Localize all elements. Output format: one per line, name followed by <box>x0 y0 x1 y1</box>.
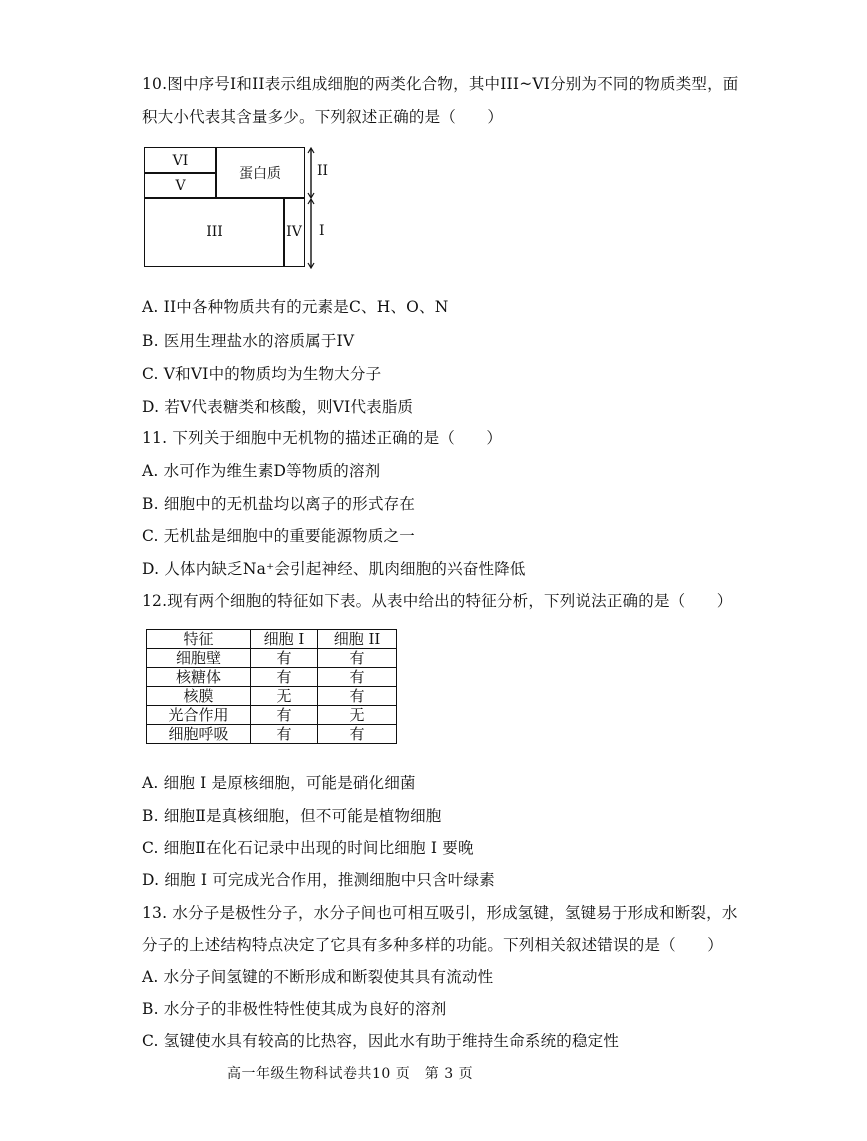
q12-option-c: C. 细胞Ⅱ在化石记录中出现的时间比细胞 I 要晚 <box>142 839 474 857</box>
q12-option-d: D. 细胞 I 可完成光合作用，推测细胞中只含叶绿素 <box>142 871 495 889</box>
table-header-cell: 特征 <box>147 630 251 649</box>
compound-diagram <box>144 147 330 269</box>
table-row <box>147 668 397 687</box>
region-iv <box>283 197 305 267</box>
q13-option-b: B. 水分子的非极性特性使其成为良好的溶剂 <box>142 1000 447 1018</box>
table-cell: 有 <box>318 649 397 668</box>
q13-stem-line1: 13. 水分子是极性分子，水分子间也可相互吸引，形成氢键，氢键易于形成和断裂，水 <box>142 904 738 922</box>
label-iii: III <box>206 224 223 240</box>
q11-option-d: D. 人体内缺乏Na⁺会引起神经、肌肉细胞的兴奋性降低 <box>142 560 526 578</box>
table-row <box>147 725 397 744</box>
table-cell: 有 <box>251 706 318 725</box>
q12-stem: 12.现有两个细胞的特征如下表。从表中给出的特征分析，下列说法正确的是（ ） <box>142 592 733 610</box>
q12-option-a: A. 细胞 I 是原核细胞，可能是硝化细菌 <box>142 774 416 792</box>
table-cell: 有 <box>318 687 397 706</box>
table-cell: 有 <box>251 649 318 668</box>
table-cell: 有 <box>251 725 318 744</box>
q10-stem-line1: 10.图中序号I和II表示组成细胞的两类化合物，其中III~VI分别为不同的物质类型，面 <box>142 75 739 93</box>
table-cell: 细胞壁 <box>147 649 251 668</box>
label-protein: 蛋白质 <box>239 166 281 182</box>
table-cell: 有 <box>318 725 397 744</box>
q10-option-d: D. 若V代表糖类和核酸，则VI代表脂质 <box>142 398 414 416</box>
q11-option-c: C. 无机盐是细胞中的重要能源物质之一 <box>142 527 415 545</box>
table-cell: 核糖体 <box>147 668 251 687</box>
table-row <box>147 649 397 668</box>
q10-option-a: A. II中各种物质共有的元素是C、H、O、N <box>142 298 449 316</box>
table-header-cell: 细胞 I <box>251 630 318 649</box>
q10-option-b: B. 医用生理盐水的溶质属于IV <box>142 332 355 350</box>
q13-option-a: A. 水分子间氢键的不断形成和断裂使其具有流动性 <box>142 968 494 986</box>
table-cell: 有 <box>318 668 397 687</box>
bracket-label-i: I <box>319 223 325 239</box>
q11-option-a: A. 水可作为维生素D等物质的溶剂 <box>142 462 381 480</box>
table-header-cell: 细胞 II <box>318 630 397 649</box>
table-cell: 细胞呼吸 <box>147 725 251 744</box>
region-v <box>144 172 217 199</box>
q11-stem: 11. 下列关于细胞中无机物的描述正确的是（ ） <box>142 429 503 447</box>
bracket-label-ii: II <box>317 163 329 179</box>
q13-stem-line2: 分子的上述结构特点决定了它具有多种多样的功能。下列相关叙述错误的是（ ） <box>142 936 723 954</box>
table-cell: 无 <box>251 687 318 706</box>
table-cell: 核膜 <box>147 687 251 706</box>
label-v: V <box>175 177 186 194</box>
q12-option-b: B. 细胞Ⅱ是真核细胞，但不可能是植物细胞 <box>142 807 442 825</box>
label-iv: IV <box>286 224 302 240</box>
table-row <box>147 687 397 706</box>
region-vi <box>144 147 217 174</box>
table-cell: 光合作用 <box>147 706 251 725</box>
table-row <box>147 706 397 725</box>
table-cell: 无 <box>318 706 397 725</box>
region-iii <box>144 197 285 267</box>
page-footer: 高一年级生物科试卷共10 页 第 3 页 <box>227 1066 474 1082</box>
feature-table <box>146 629 397 744</box>
q10-stem-line2: 积大小代表其含量多少。下列叙述正确的是（ ） <box>142 108 504 126</box>
region-protein <box>215 147 305 199</box>
q11-option-b: B. 细胞中的无机盐均以离子的形式存在 <box>142 495 416 513</box>
table-cell: 有 <box>251 668 318 687</box>
table-header-row <box>147 630 397 649</box>
q10-option-c: C. V和VI中的物质均为生物大分子 <box>142 365 382 383</box>
label-vi: VI <box>172 152 189 169</box>
q13-option-c: C. 氢键使水具有较高的比热容，因此水有助于维持生命系统的稳定性 <box>142 1032 620 1050</box>
